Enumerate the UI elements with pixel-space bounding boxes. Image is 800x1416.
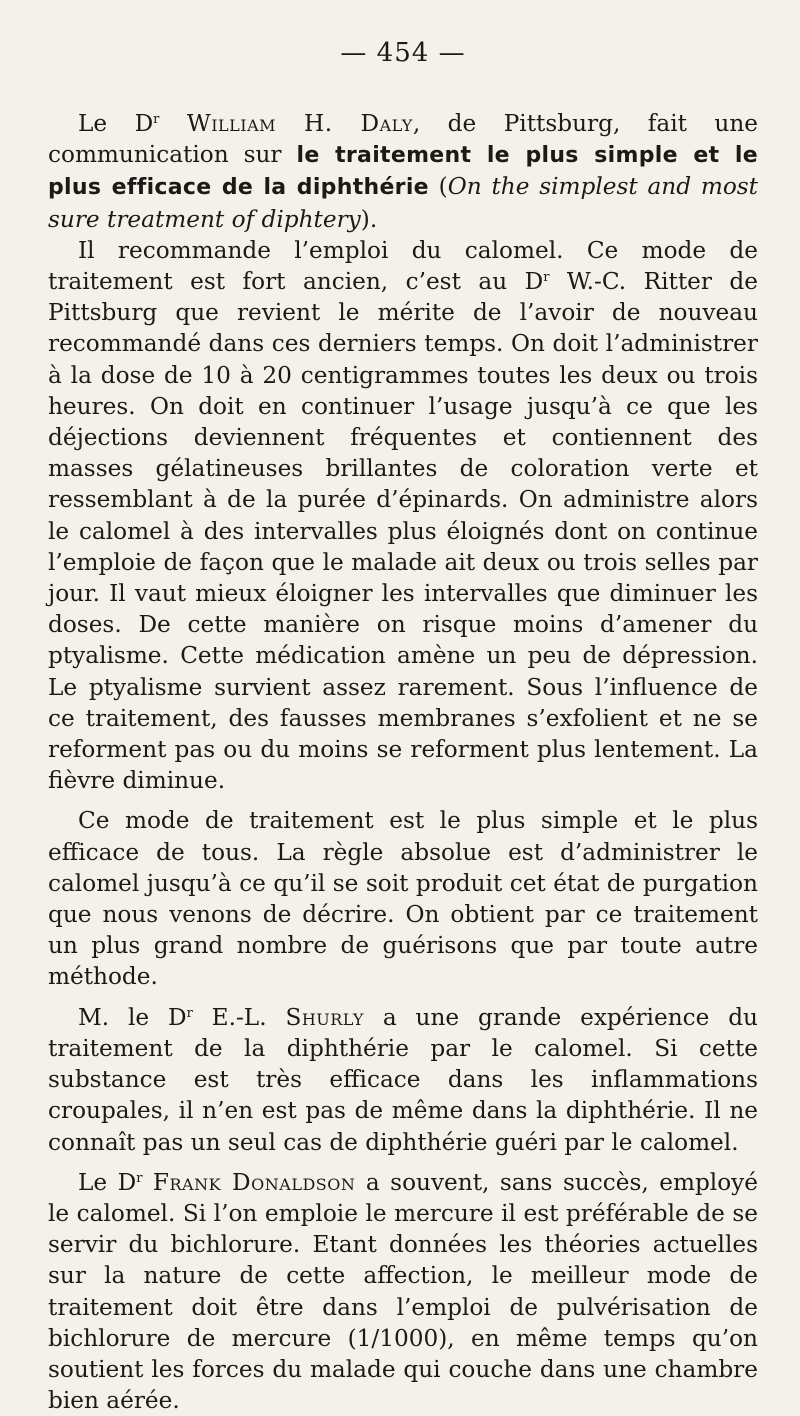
doctor-superscript: r xyxy=(153,112,160,127)
paren-open: ( xyxy=(428,173,448,201)
paragraph-shurly xyxy=(48,1002,758,1158)
paragraph-daly xyxy=(48,108,758,235)
daly-prefix: Le D xyxy=(78,110,154,137)
paragraph-calomel-method xyxy=(48,235,758,797)
shurly-initials: E.-L. xyxy=(192,1003,286,1031)
donaldson-prefix: Le D xyxy=(78,1168,137,1196)
english-title: On the simplest and most sure treatment of diphtery xyxy=(48,173,758,233)
daly-mid-text: , de Pittsburg, fait une communication sur xyxy=(48,110,758,169)
doctor-superscript: r xyxy=(543,270,550,286)
shurly-text: a une grande expérience du traitement de la diphthérie par le calomel. Si cette substance est très efficace dans les inflammations croupales, il n’en est pas de même dans la diphthérie. Il ne connaît pas un seul cas de diphthérie guéri par le calomel. xyxy=(48,1003,758,1156)
doctor-superscript: r xyxy=(136,1170,143,1186)
paragraph-donaldson xyxy=(48,1167,758,1416)
page-number: — 454 — xyxy=(340,38,466,68)
communication-title: le traitement le plus simple et le plus efficace de la diphthérie xyxy=(48,143,758,201)
doctor-superscript: r xyxy=(186,1005,193,1021)
author-name-daly: William H. Daly xyxy=(186,110,413,137)
paren-close: ). xyxy=(360,205,378,233)
author-name-donaldson: Frank Donaldson xyxy=(152,1168,356,1196)
shurly-prefix: M. le D xyxy=(78,1003,187,1031)
calomel-text-a: Il recommande l’emploi du calomel. Ce mode de traitement est fort ancien, c’est au D xyxy=(48,236,758,296)
calomel-text-b: W.-C. Ritter de Pittsburg que revient le mérite de l’avoir de nouveau recommandé dans ces derniers temps. On doit l’administrer à la dose de 10 à 20 centigrammes toutes les deux ou trois heures. On doit en continuer l’usage jusqu’à ce que les déjections deviennent fréquentes et contiennent des masses gélatineuses brillantes de coloration verte et ressemblant à de la purée d’épinards. On administre alors le calomel à des intervalles plus éloignés dont on continue l’emploie de façon que le malade ait deux ou trois selles par jour. Il vaut mieux éloigner les intervalles que diminuer les doses. De cette manière on risque moins d’amener du ptyalisme. Cette médication amène un peu de dépression. Le ptyalisme survient assez rarement. Sous l’influence de ce traitement, des fausses membranes s’exfolient et ne se reforment pas ou du moins se reforment plus lentement. La fièvre diminue. xyxy=(48,268,758,795)
author-name-shurly: Shurly xyxy=(285,1003,364,1031)
paragraph-conclusion: Ce mode de traitement est le plus simple et le plus efficace de tous. La règle absolue est d’administrer le calomel jusqu’à ce qu’il se soit produit cet état de purgation que nous venons de décrire. On obtient par ce traitement un plus grand nombre de guérisons que par toute autre méthode. xyxy=(48,807,758,991)
donaldson-text: a souvent, sans succès, employé le calomel. Si l’on emploie le mercure il est préférable de se servir du bichlorure. Etant données les théories actuelles sur la nature de cette affection, le meilleur mode de traitement doit être dans l’emploi de pulvérisation de bichlorure de mercure (1/1000), en même temps qu’on soutient les forces du malade qui couche dans une chambre bien aérée. xyxy=(48,1168,758,1415)
